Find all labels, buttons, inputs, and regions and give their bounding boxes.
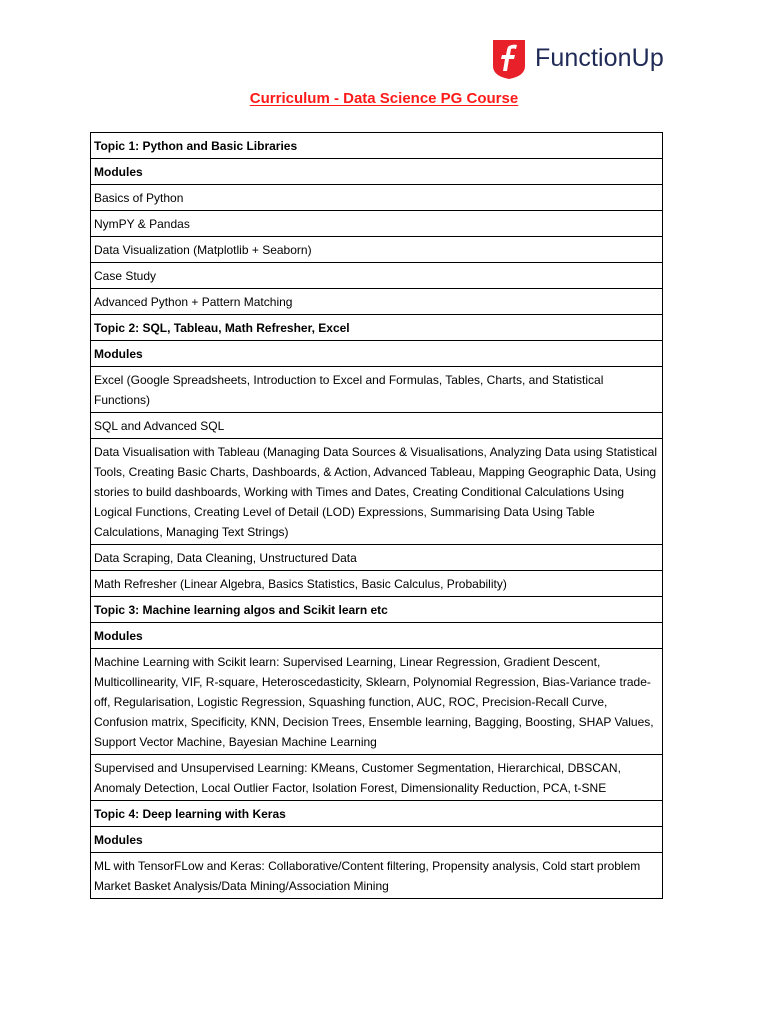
row-heading-text: Modules	[91, 341, 663, 367]
row-heading-text: Modules	[91, 159, 663, 185]
table-row-heading	[91, 623, 663, 649]
table-row	[91, 367, 663, 413]
row-text: Excel (Google Spreadsheets, Introduction to Excel and Formulas, Tables, Charts, and Statistical Functions)	[91, 367, 663, 413]
row-text: ML with TensorFLow and Keras: Collaborative/Content filtering, Propensity analysis, Cold start problem Market Basket Analysis/Data Mining/Association Mining	[91, 853, 663, 899]
table-row	[91, 853, 663, 899]
table-row	[91, 649, 663, 755]
row-text: Supervised and Unsupervised Learning: KMeans, Customer Segmentation, Hierarchical, DBSCAN, Anomaly Detection, Local Outlier Factor, Isolation Forest, Dimensionality Reduction, PCA, t-SNE	[91, 755, 663, 801]
row-heading-text: Topic 1: Python and Basic Libraries	[91, 133, 663, 159]
table-row	[91, 439, 663, 545]
table-row-heading	[91, 341, 663, 367]
table-row	[91, 413, 663, 439]
table-row-heading	[91, 827, 663, 853]
table-row	[91, 755, 663, 801]
table-row	[91, 237, 663, 263]
page-title: Curriculum - Data Science PG Course	[249, 90, 519, 107]
curriculum-table	[90, 132, 663, 899]
table-row	[91, 289, 663, 315]
row-heading-text: Modules	[91, 827, 663, 853]
row-text: Math Refresher (Linear Algebra, Basics Statistics, Basic Calculus, Probability)	[91, 571, 663, 597]
functionup-logo-icon	[491, 36, 527, 80]
table-row-heading	[91, 315, 663, 341]
table-row	[91, 185, 663, 211]
row-text: Basics of Python	[91, 185, 663, 211]
table-row-heading	[91, 133, 663, 159]
row-text: NymPY & Pandas	[91, 211, 663, 237]
table-row	[91, 545, 663, 571]
row-text: Data Scraping, Data Cleaning, Unstructured Data	[91, 545, 663, 571]
table-row	[91, 571, 663, 597]
table-row	[91, 211, 663, 237]
row-text: Advanced Python + Pattern Matching	[91, 289, 663, 315]
brand-name: FunctionUp	[535, 43, 664, 72]
row-text: Machine Learning with Scikit learn: Supervised Learning, Linear Regression, Gradient Descent, Multicollinearity, VIF, R-square, Heteroscedasticity, Sklearn, Polynomial Regression, Bias-Variance trade-off, Regularisation, Logistic Regression, Squashing function, AUC, ROC, Precision-Recall Curve, Confusion matrix, Specificity, KNN, Decision Trees, Ensemble learning, Bagging, Boosting, SHAP Values, Support Vector Machine, Bayesian Machine Learning	[91, 649, 663, 755]
table-row-heading	[91, 597, 663, 623]
table-row	[91, 263, 663, 289]
row-text: Data Visualisation with Tableau (Managing Data Sources & Visualisations, Analyzing Data using Statistical Tools, Creating Basic Charts, Dashboards, & Action, Advanced Tableau, Mapping Geographic Data, Using stories to build dashboards, Working with Times and Dates, Creating Conditional Calculations Using Logical Functions, Creating Level of Detail (LOD) Expressions, Summarising Data Using Table Calculations, Managing Text Strings)	[91, 439, 663, 545]
row-text: Case Study	[91, 263, 663, 289]
table-row-heading	[91, 801, 663, 827]
row-heading-text: Topic 3: Machine learning algos and Scikit learn etc	[91, 597, 663, 623]
table-row-heading	[91, 159, 663, 185]
row-text: Data Visualization (Matplotlib + Seaborn)	[91, 237, 663, 263]
row-heading-text: Topic 2: SQL, Tableau, Math Refresher, Excel	[91, 315, 663, 341]
row-heading-text: Topic 4: Deep learning with Keras	[91, 801, 663, 827]
row-heading-text: Modules	[91, 623, 663, 649]
brand-logo	[491, 36, 664, 80]
row-text: SQL and Advanced SQL	[91, 413, 663, 439]
curriculum-rows	[91, 133, 663, 899]
